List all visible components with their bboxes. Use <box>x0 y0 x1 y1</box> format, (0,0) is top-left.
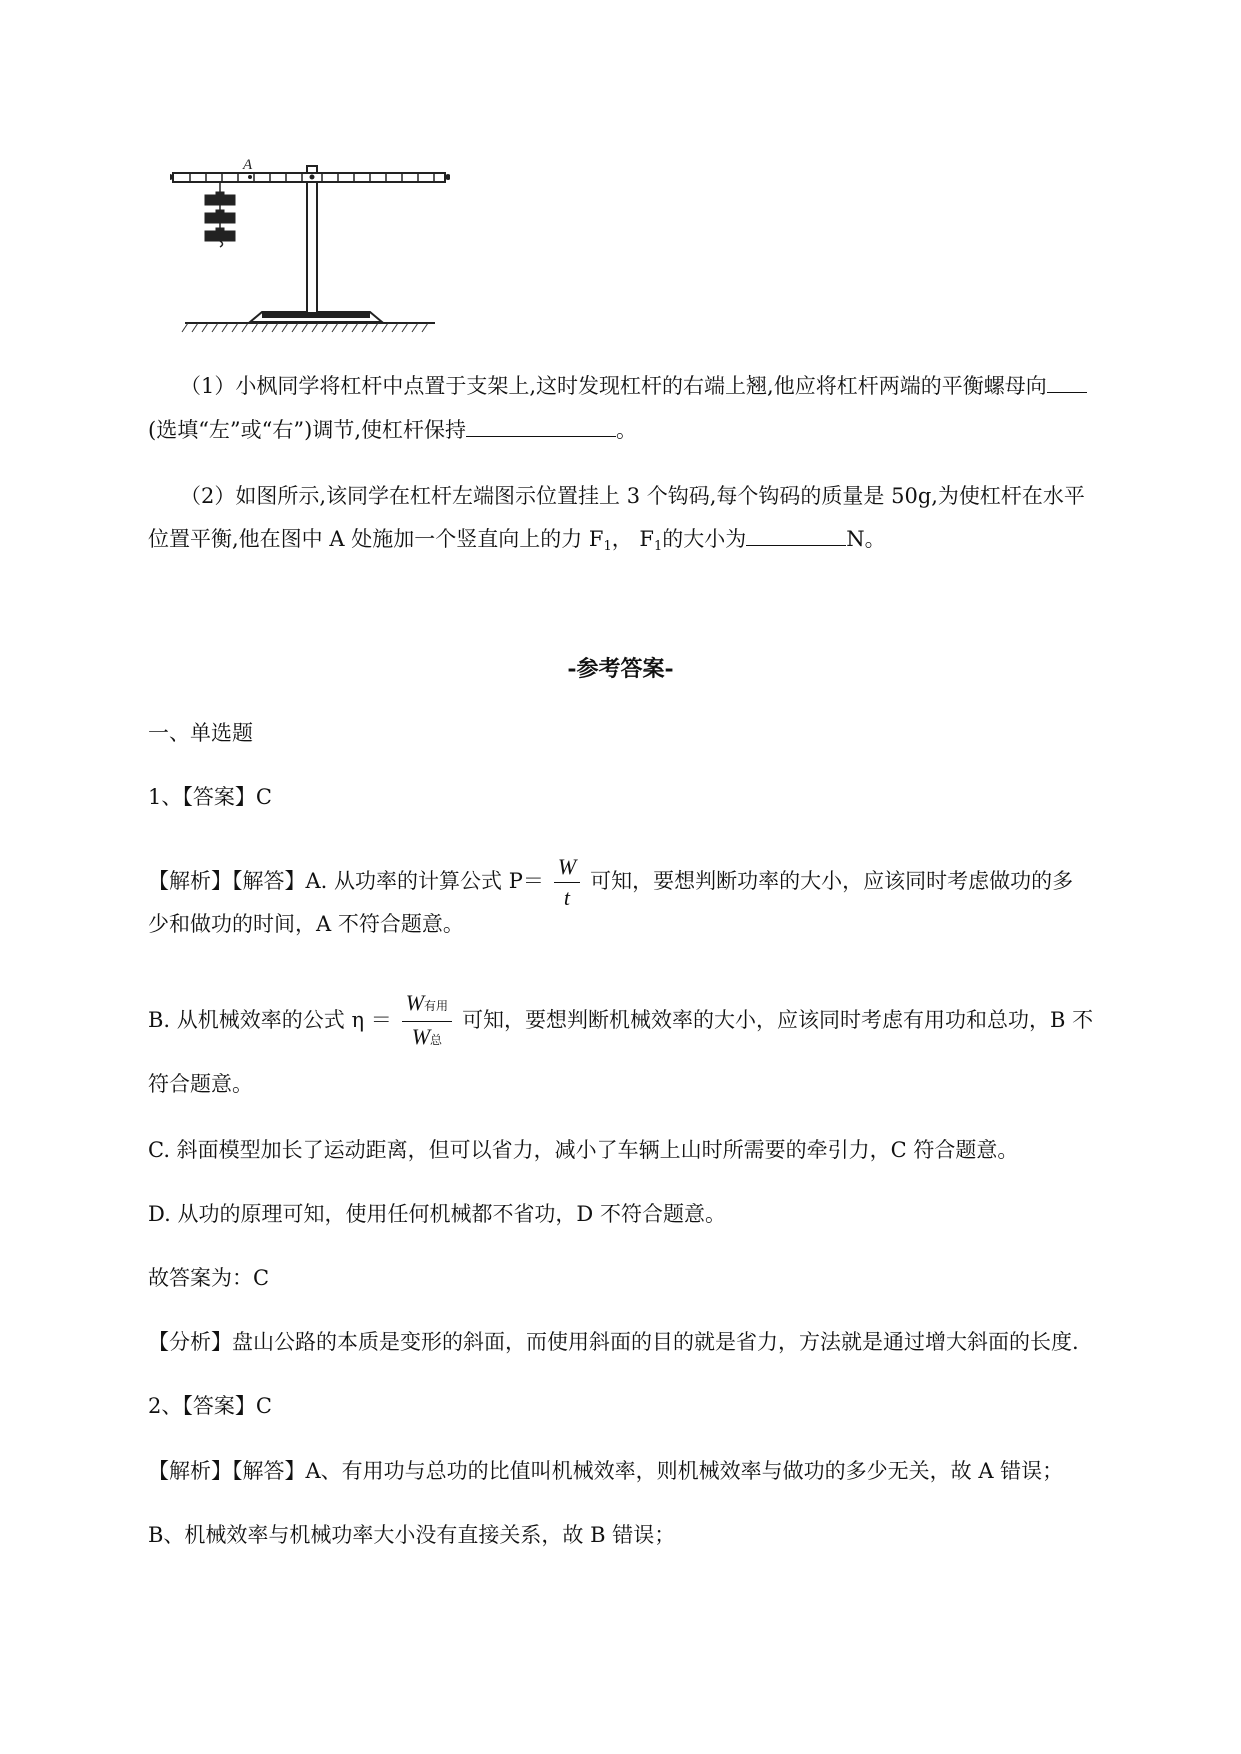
lever-diagram <box>170 150 450 340</box>
q1-blank-direction <box>1047 370 1087 393</box>
answer-1-p1-cont: 少和做功的时间，A 不符合题意。 <box>148 912 464 936</box>
point-a-label: A <box>243 157 253 173</box>
answer-2-p2: B、机械效率与机械功率大小没有直接关系，故 B 错误； <box>148 1523 676 1547</box>
answer-2-p1: 【解析】【解答】A、有用功与总功的比值叫机械效率，则机械效率与做功的多少无关，故 A 错误； <box>148 1459 1064 1483</box>
answer-1-p2: B. 从机械效率的公式 η ＝ $\frac{\text{W有用}}{\text{W总}}$ 可知，要想判断机械效率的大小，应该同时考虑有用功和总功，B 不 <box>148 985 1093 1055</box>
answer-1-p2-cont: 符合题意。 <box>148 1072 253 1096</box>
q1-line2: (选填“左”或“右”)调节,使杠杆保持 。 <box>148 414 637 446</box>
answer-1-p5: 故答案为：C <box>148 1266 270 1290</box>
answer-1-p3: C. 斜面模型加长了运动距离，但可以省力，减小了车辆上山时所需要的牵引力，C 符合题意。 <box>148 1138 1019 1162</box>
answer-1-p1: 【解析】【解答】A. 从功率的计算公式 P＝ $\frac{W}{t}$ 可知，要想判断功率的大小，应该同时考虑做功的多 <box>148 846 1073 916</box>
answer-title: -参考答案- <box>567 656 674 682</box>
q2-blank-force <box>746 523 846 546</box>
power-formula-fraction: $\frac{W}{t}$ <box>554 852 580 913</box>
answer-2-head: 2、【答案】C <box>148 1394 272 1418</box>
q2-line2: 位置平衡,他在图中 A 处施加一个竖直向上的力 $F_1$， $F_1$的大小为 N。 <box>148 523 886 563</box>
q1-blank-state <box>466 414 616 437</box>
q1-line1: （1）小枫同学将杠杆中点置于支架上,这时发现杠杆的右端上翘,他应将杠杆两端的平衡螺母向 <box>180 370 1087 402</box>
ground <box>182 323 435 332</box>
lever-bar <box>170 173 450 182</box>
answer-1-p6: 【分析】盘山公路的本质是变形的斜面，而使用斜面的目的就是省力，方法就是通过增大斜面的长度. <box>148 1330 1079 1354</box>
q2-line1: （2）如图所示,该同学在杠杆左端图示位置挂上 3 个钩码,每个钩码的质量是 50g,为使杠杆在水平 <box>180 484 1085 508</box>
answer-1-head: 1、【答案】C <box>148 785 272 809</box>
stand-post <box>307 166 317 313</box>
section-heading: 一、单选题 <box>148 721 253 745</box>
hook-weights <box>205 182 235 247</box>
answer-1-p4: D. 从功的原理可知，使用任何机械都不省功，D 不符合题意。 <box>148 1202 726 1226</box>
efficiency-formula-fraction: $\frac{\text{W有用}}{\text{W总}}$ <box>402 988 452 1055</box>
